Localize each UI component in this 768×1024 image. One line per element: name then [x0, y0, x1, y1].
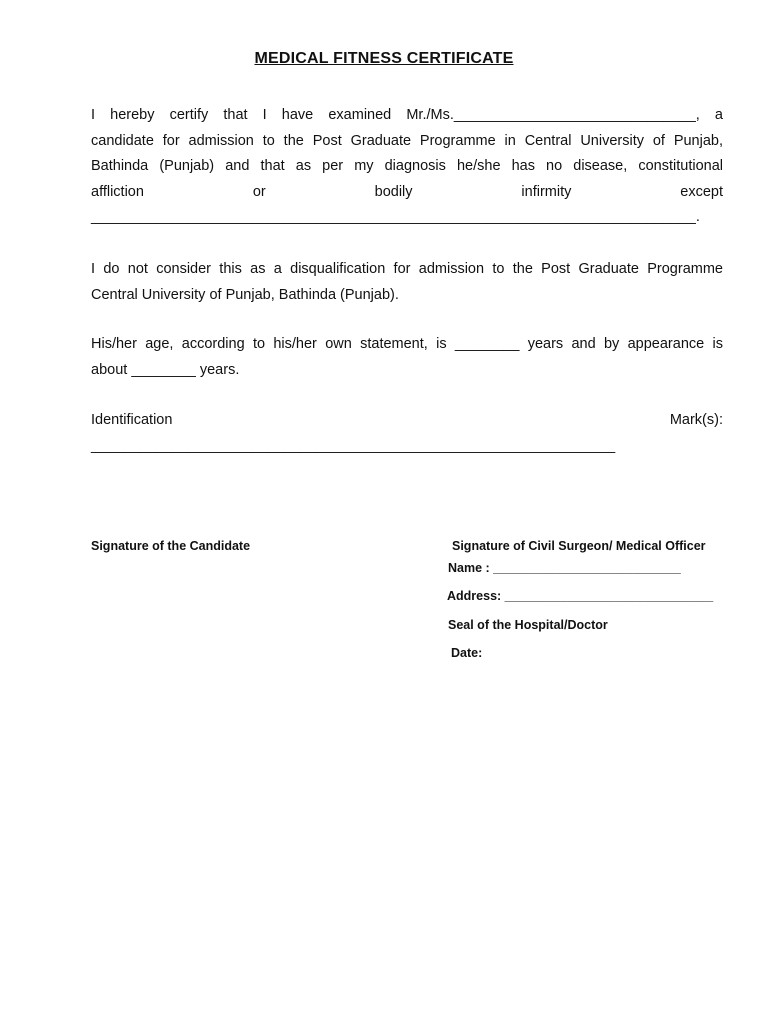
disqualification-line-1: I do not consider this as a disqualification for admission to the Post Graduate Programme [91, 261, 723, 277]
certification-paragraph [91, 103, 723, 231]
age-line-2: about ________ years. [91, 361, 240, 378]
certification-line-5: ___________________________________________________________________________. [91, 209, 700, 225]
name-field [448, 561, 681, 575]
address-label: Address: [447, 589, 505, 603]
address-field [447, 589, 713, 603]
certification-line-4: affliction or bodily infirmity except [91, 183, 723, 200]
officer-signature-label: Signature of Civil Surgeon/ Medical Officer [452, 539, 706, 553]
name-label: Name : [448, 561, 494, 575]
certification-line-3: Bathinda (Punjab) and that as per my diagnosis he/she has no disease, constitutional [91, 158, 723, 174]
seal-label: Seal of the Hospital/Doctor [448, 618, 608, 632]
disqualification-paragraph [91, 257, 723, 308]
date-label: Date: [451, 646, 483, 660]
identification-line: _________________________________________________________________ [91, 437, 616, 454]
certification-line-2: candidate for admission to the Post Graduate Programme in Central University of Punjab, [91, 132, 723, 149]
marks-label: Mark(s): [669, 412, 723, 428]
certification-line-1: I hereby certify that I have examined Mr./Ms.______________________________, a [91, 107, 723, 123]
page-title: MEDICAL FITNESS CERTIFICATE [254, 50, 514, 67]
age-paragraph [91, 332, 723, 383]
identification-label: Identification [91, 412, 173, 428]
disqualification-line-2: Central University of Punjab, Bathinda (Punjab). [91, 286, 399, 303]
identification-block [91, 408, 723, 459]
address-blank: ______________________________ [504, 589, 714, 603]
identification-row [91, 408, 723, 434]
age-line-1: His/her age, according to his/her own statement, is ________ years and by appearance is [91, 336, 723, 352]
name-blank: ___________________________ [493, 561, 681, 575]
candidate-signature-label: Signature of the Candidate [91, 539, 251, 553]
